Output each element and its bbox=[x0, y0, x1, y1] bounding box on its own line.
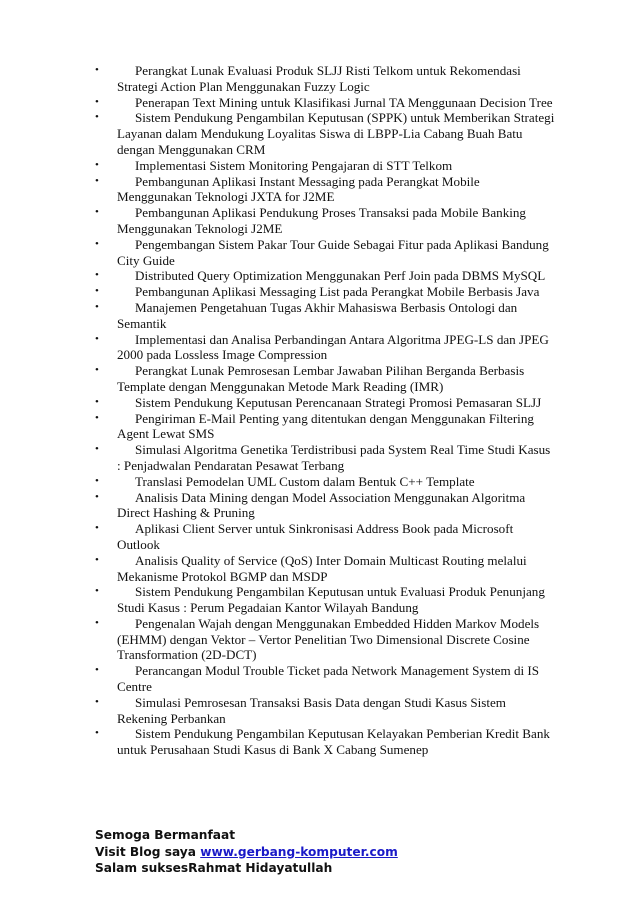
bullet-icon: • bbox=[95, 616, 99, 629]
list-item bbox=[95, 521, 555, 553]
list-item bbox=[95, 110, 555, 157]
bullet-icon: • bbox=[95, 111, 99, 124]
list-item bbox=[95, 663, 555, 695]
bullet-icon: • bbox=[95, 64, 99, 76]
bullet-icon: • bbox=[95, 490, 99, 503]
bullet-icon: • bbox=[95, 474, 99, 487]
list-item-text: Sistem Pendukung Pengambilan Keputusan untuk Evaluasi Produk Penunjang Studi Kasus : Perum Pegadaian Kantor Wilayah Bandung bbox=[117, 584, 545, 616]
list-item-text: Translasi Pemodelan UML Custom dalam Bentuk C++ Template bbox=[135, 473, 475, 489]
list-item bbox=[95, 284, 555, 300]
bullet-icon: • bbox=[95, 395, 99, 408]
thesis-title-list bbox=[95, 63, 555, 758]
list-item-text: Implementasi Sistem Monitoring Pengajaran di STT Telkom bbox=[135, 157, 453, 173]
bullet-icon: • bbox=[95, 174, 99, 187]
list-item-text: Pengenalan Wajah dengan Menggunakan Embedded Hidden Markov Models (EHMM) dengan Vektor – Vertor Penelitian Two Dimensional Discrete Cosine Transformation (2D-DCT) bbox=[117, 615, 540, 663]
signature-line: Salam suksesRahmat Hidayatullah bbox=[95, 861, 333, 876]
bullet-icon: • bbox=[95, 411, 99, 424]
list-item-text: Sistem Pendukung Pengambilan Keputusan Kelayakan Pemberian Kredit Bank untuk Perusahaan Studi Kasus di Bank X Cabang Sumenep bbox=[117, 726, 550, 758]
list-item bbox=[95, 584, 555, 616]
list-item-text: Distributed Query Optimization Menggunakan Perf Join pada DBMS MySQL bbox=[135, 268, 546, 284]
list-item-text: Simulasi Pemrosesan Transaksi Basis Data dengan Studi Kasus Sistem Rekening Perbankan bbox=[117, 694, 506, 726]
list-item bbox=[95, 174, 555, 206]
list-item-text: Sistem Pendukung Pengambilan Keputusan (SPPK) untuk Memberikan Strategi Layanan dalam Mendukung Loyalitas Siswa di LBPP-Lia Cabang Buah Batu dengan Menggunakan CRM bbox=[117, 110, 555, 157]
bullet-icon: • bbox=[95, 237, 99, 250]
list-item-text: Aplikasi Client Server untuk Sinkronisasi Address Book pada Microsoft Outlook bbox=[117, 521, 514, 552]
list-item bbox=[95, 363, 555, 395]
blog-prefix: Visit Blog saya bbox=[95, 844, 201, 859]
list-item bbox=[95, 237, 555, 269]
list-item-text: Pembangunan Aplikasi Pendukung Proses Transaksi pada Mobile Banking Menggunakan Teknologi J2ME bbox=[117, 205, 526, 236]
list-item bbox=[95, 616, 555, 663]
list-item bbox=[95, 63, 555, 95]
list-item bbox=[95, 442, 555, 474]
list-item-text: Sistem Pendukung Keputusan Perencanaan Strategi Promosi Pemasaran SLJJ bbox=[135, 394, 542, 410]
list-item bbox=[95, 205, 555, 237]
list-item bbox=[95, 726, 555, 758]
blog-line bbox=[95, 844, 555, 861]
bullet-icon: • bbox=[95, 285, 99, 298]
list-item-text: Perangkat Lunak Evaluasi Produk SLJJ Risti Telkom untuk Rekomendasi Strategi Action Plan Menggunakan Fuzzy Logic bbox=[117, 63, 521, 94]
list-item-text: Simulasi Algoritma Genetika Terdistribusi pada System Real Time Studi Kasus : Penjadwalan Pendaratan Pesawat Terbang bbox=[117, 442, 551, 473]
list-item bbox=[95, 411, 555, 443]
list-item-text: Perangkat Lunak Pemrosesan Lembar Jawaban Pilihan Berganda Berbasis Template dengan Menggunakan Metode Mark Reading (IMR) bbox=[117, 363, 525, 394]
list-item bbox=[95, 300, 555, 332]
list-item bbox=[95, 490, 555, 522]
list-item-text: Analisis Quality of Service (QoS) Inter Domain Multicast Routing melalui Mekanisme Protokol BGMP dan MSDP bbox=[117, 552, 527, 584]
list-item-text: Pengiriman E-Mail Penting yang ditentukan dengan Menggunakan Filtering Agent Lewat SMS bbox=[117, 410, 534, 442]
bullet-icon: • bbox=[95, 664, 99, 677]
bullet-icon: • bbox=[95, 443, 99, 456]
list-item bbox=[95, 95, 555, 111]
list-item-text: Manajemen Pengetahuan Tugas Akhir Mahasiswa Berbasis Ontologi dan Semantik bbox=[117, 299, 518, 331]
footer-signature bbox=[95, 827, 555, 877]
bullet-icon: • bbox=[95, 695, 99, 708]
bullet-icon: • bbox=[95, 206, 99, 219]
list-item-text: Pembangunan Aplikasi Messaging List pada Perangkat Mobile Berbasis Java bbox=[135, 284, 540, 300]
list-item bbox=[95, 474, 555, 490]
bullet-icon: • bbox=[95, 95, 99, 108]
list-item-text: Analisis Data Mining dengan Model Association Menggunakan Algoritma Direct Hashing & Pruning bbox=[117, 489, 526, 521]
bullet-icon: • bbox=[95, 332, 99, 345]
bullet-icon: • bbox=[95, 364, 99, 377]
closing-line: Semoga Bermanfaat bbox=[95, 828, 236, 842]
list-item bbox=[95, 395, 555, 411]
bullet-icon: • bbox=[95, 300, 99, 313]
bullet-icon: • bbox=[95, 727, 99, 740]
list-item bbox=[95, 553, 555, 585]
list-item bbox=[95, 695, 555, 727]
list-item bbox=[95, 332, 555, 364]
list-item-text: Pengembangan Sistem Pakar Tour Guide Sebagai Fitur pada Aplikasi Bandung City Guide bbox=[117, 236, 549, 268]
bullet-icon: • bbox=[95, 522, 99, 535]
bullet-icon: • bbox=[95, 553, 99, 566]
list-item-text: Penerapan Text Mining untuk Klasifikasi Jurnal TA Menggunaan Decision Tree bbox=[135, 94, 553, 110]
bullet-icon: • bbox=[95, 158, 99, 171]
bullet-icon: • bbox=[95, 585, 99, 598]
list-item-text: Pembangunan Aplikasi Instant Messaging pada Perangkat Mobile Menggunakan Teknologi JXTA for J2ME bbox=[117, 173, 480, 205]
blog-link[interactable]: www.gerbang-komputer.com bbox=[200, 844, 398, 859]
list-item-text: Implementasi dan Analisa Perbandingan Antara Algoritma JPEG-LS dan JPEG 2000 pada Lossless Image Compression bbox=[117, 331, 549, 363]
list-item bbox=[95, 268, 555, 284]
bullet-icon: • bbox=[95, 269, 99, 282]
list-item bbox=[95, 158, 555, 174]
list-item-text: Perancangan Modul Trouble Ticket pada Network Management System di IS Centre bbox=[117, 663, 540, 695]
